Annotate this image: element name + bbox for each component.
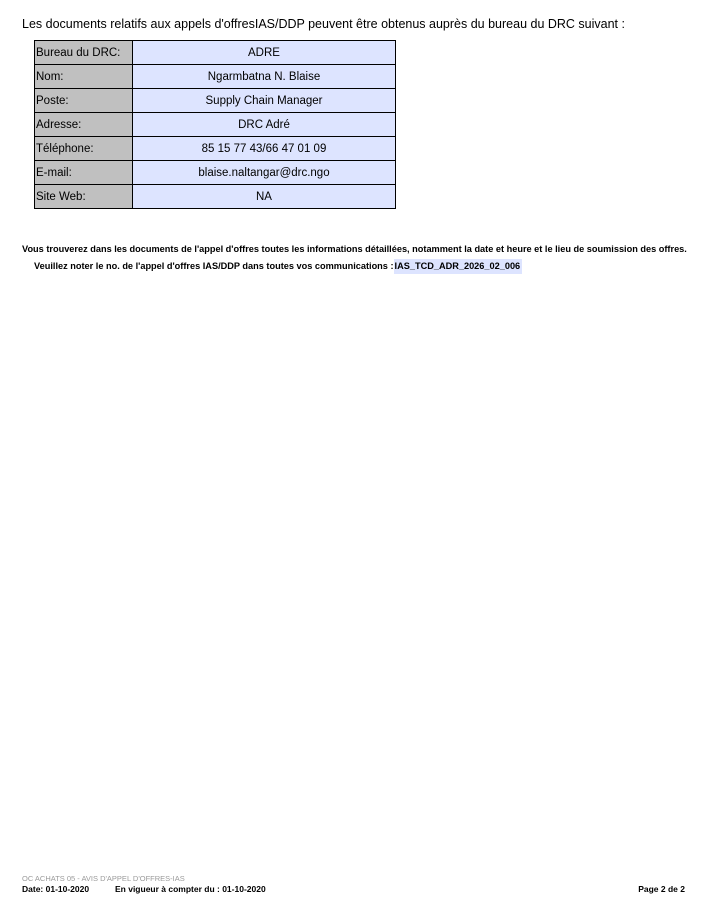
page-number: Page 2 de 2 — [638, 884, 685, 894]
contact-table — [20, 40, 396, 209]
table-row — [27, 89, 396, 113]
table-row — [27, 65, 396, 89]
phone-label: Téléphone: — [27, 137, 133, 161]
website-value: NA — [133, 185, 396, 209]
position-label: Poste: — [27, 89, 133, 113]
office-label: Bureau du DRC: — [27, 41, 133, 65]
name-label: Nom: — [27, 65, 133, 89]
table-row — [27, 161, 396, 185]
footer-effective-date: En vigueur à compter du : 01-10-2020 — [115, 884, 266, 894]
reference-code: IAS_TCD_ADR_2026_02_006 — [394, 259, 523, 274]
table-row — [27, 113, 396, 137]
address-label: Adresse: — [27, 113, 133, 137]
name-value: Ngarmbatna N. Blaise — [133, 65, 396, 89]
details-text: Vous trouverez dans les documents de l'appel d'offres toutes les informations détaillées, notamment la date et heure et le lieu de soumission des offres. — [22, 244, 687, 254]
position-value: Supply Chain Manager — [133, 89, 396, 113]
reference-prefix: Veuillez noter le no. de l'appel d'offres IAS/DDP dans toutes vos communications : — [34, 261, 394, 271]
email-label: E-mail: — [27, 161, 133, 185]
phone-value: 85 15 77 43/66 47 01 09 — [133, 137, 396, 161]
table-row — [27, 137, 396, 161]
reference-line — [34, 261, 522, 271]
intro-text: Les documents relatifs aux appels d'offresIAS/DDP peuvent être obtenus auprès du bureau du DRC suivant : — [22, 17, 625, 31]
office-value: ADRE — [133, 41, 396, 65]
document-code: OC ACHATS 05 - AVIS D'APPEL D'OFFRES-IAS — [22, 874, 185, 883]
table-row — [27, 41, 396, 65]
website-label: Site Web: — [27, 185, 133, 209]
email-value[interactable]: blaise.naltangar@drc.ngo — [133, 161, 396, 185]
table-row — [27, 185, 396, 209]
address-value: DRC Adré — [133, 113, 396, 137]
footer-date: Date: 01-10-2020 — [22, 884, 90, 894]
